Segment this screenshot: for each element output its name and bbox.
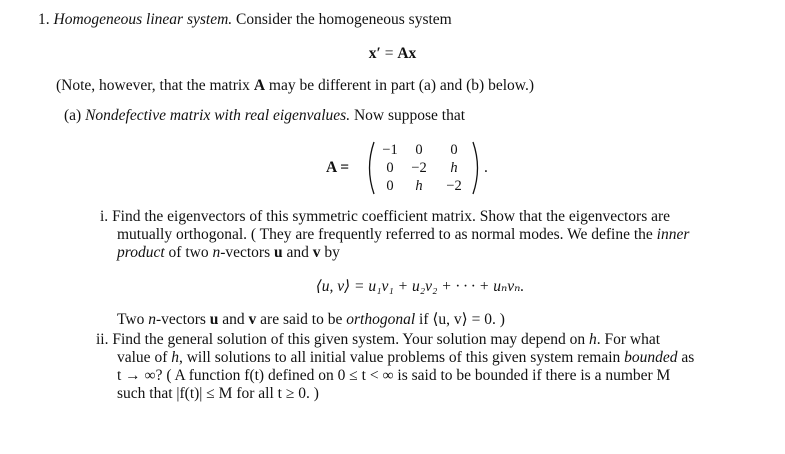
orth-c: -vectors (155, 311, 210, 328)
item-ii-line1 (96, 331, 660, 349)
item-ii-text1b: h (588, 331, 597, 348)
part-a-intro: Now suppose that (353, 107, 466, 124)
problem-number: 1. (38, 11, 50, 28)
problem-title: Homogeneous linear system. (53, 11, 233, 28)
orth-g: are said to be (256, 311, 347, 328)
part-a-title: Nondefective matrix with real eigenvalues. (85, 107, 351, 124)
matrix-cell-r3c1: 0 (386, 178, 394, 194)
matrix-label: A = (326, 159, 350, 176)
item-ii-text2e: as (677, 349, 695, 366)
item-ii-line3: t → ∞? ( A function f(t) defined on 0 ≤ t < ∞ is said to be bounded if there is a number M (117, 367, 671, 384)
item-i-text1: Find the eigenvectors of this symmetric coefficient matrix. Show that the eigenvectors are (112, 208, 671, 225)
item-i-text3f: and (282, 244, 313, 261)
item-ii-text1a: Find the general solution of this given system. Your solution may depend on (112, 331, 589, 348)
orth-a: Two (117, 311, 149, 328)
item-i-text3e: u (274, 244, 283, 261)
note-text-before: (Note, however, that the matrix (56, 77, 254, 94)
matrix-cell-r2c1: 0 (386, 160, 394, 176)
item-ii-label: ii. (96, 331, 109, 348)
item-i-label: i. (100, 208, 109, 225)
orth-d: u (209, 311, 219, 328)
problem-header (38, 11, 452, 29)
item-i-line1 (100, 208, 670, 226)
orth-f: v (248, 311, 257, 328)
item-i-line3 (117, 244, 340, 262)
item-i-text3-italic: product (117, 244, 165, 261)
equation-rhs: Ax (397, 45, 417, 62)
matrix-cell-r1c3: 0 (450, 142, 458, 158)
item-i-text3g: v (312, 244, 321, 261)
part-a-label: (a) (64, 107, 82, 124)
matrix-cell-r2c3: h (450, 160, 458, 176)
problem-intro: Consider the homogeneous system (236, 11, 452, 28)
orth-e: and (218, 311, 249, 328)
matrix-cell-r1c2: 0 (415, 142, 423, 158)
item-ii-text2b: h (171, 349, 179, 366)
matrix-cell-r2c2: −2 (411, 160, 427, 176)
part-a-header (64, 107, 465, 125)
inner-product-formula: ⟨u, v⟩ = u₁v₁ + u₂v₂ + · · · + uₙvₙ. (315, 278, 525, 295)
orth-i: if ⟨u, v⟩ = 0. ) (415, 311, 505, 328)
item-i-text3c: n (212, 244, 221, 261)
matrix-cell-r3c3: −2 (446, 178, 462, 194)
orth-b: n (148, 311, 156, 328)
equation-equals: = (380, 45, 398, 62)
matrix-display (326, 140, 496, 196)
item-ii-text2a: value of (117, 349, 172, 366)
matrix-period: . (484, 159, 488, 176)
note-line (56, 77, 534, 95)
note-matrix-symbol: A (253, 77, 266, 94)
equation-lhs: x′ (368, 45, 381, 62)
orth-h: orthogonal (346, 311, 416, 328)
note-text-after: may be different in part (a) and (b) below.) (265, 77, 535, 94)
matrix-cell-r1c1: −1 (382, 142, 398, 158)
item-i-text2-italic: inner (656, 226, 690, 243)
item-ii-text2d: bounded (624, 349, 678, 366)
item-ii-line2 (117, 349, 694, 367)
item-i-text2: mutually orthogonal. ( They are frequently referred to as normal modes. We define the (117, 226, 657, 243)
orthogonal-definition (117, 311, 505, 329)
item-i-line2 (117, 226, 689, 244)
right-paren-icon (473, 142, 478, 194)
matrix-cell-r3c2: h (415, 178, 423, 194)
item-i-text3b: of two (164, 244, 213, 261)
item-i-text3h: by (320, 244, 340, 261)
system-equation (0, 45, 785, 63)
item-ii-text1c: . For what (596, 331, 661, 348)
item-ii-line4: such that |f(t)| ≤ M for all t ≥ 0. ) (117, 385, 319, 402)
item-i-text3d: -vectors (220, 244, 274, 261)
item-ii-text2c: , will solutions to all initial value problems of this given system remain (178, 349, 625, 366)
